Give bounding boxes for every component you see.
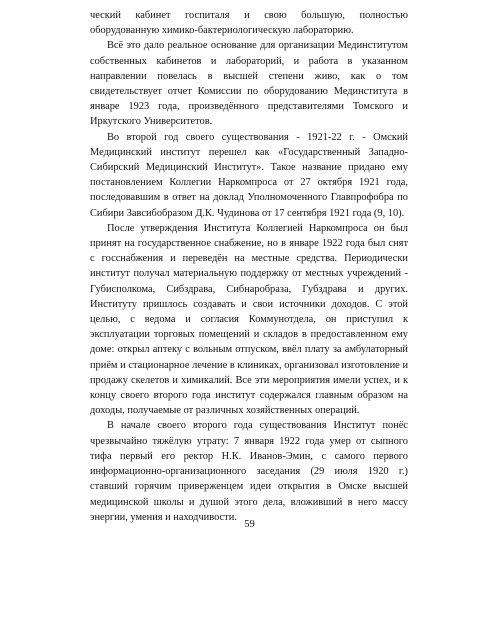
paragraph-second-year: Во второй год своего существования - 1921-22 г. - Омский Медицинский институт перешел как «Государственный Западно-Сибирский Медицинский Институт». Такое название придано ему постановлением Коллегии Наркомпроса от 27 октября 1921 года, последовавшим в ответ на доклад Уполномоченного Главпрофобра по Сибири Завсибобразом Д.К. Чудинова от 17 сентября 1921 года (9, 10). [90, 131, 408, 219]
page-number: 59 [244, 519, 255, 530]
paragraph-funding: После утверждения Института Коллегией Наркомпроса он был принят на государственное снабжение, но в январе 1922 года был снят с госснабжения и переведён на местные средства. Периодически институт получал материальную поддержку от местных учреждений - Губисполкома, Сибздрава, Сибнаробраза, Губздрава и других. Институту пришлось создавать и свои источники доходов. С этой целью, с ведома и согласия Коммунотдела, он приступил к эксплуатации торговых помещений и складов в предоставленном ему доме: открыл аптеку с вольным отпуском, ввёл плату за амбулаторный приём и стационарное лечение в клиниках, организовал изготовление и продажу скелетов и химикалий. Все эти мероприятия имели успех, и к концу своего второго года институт содержался главным образом на доходы, получаемые от различных хозяйственных операций. [90, 222, 408, 417]
body-text [90, 8, 408, 525]
paragraph-rector-loss: В начале своего второго года существования Институт понёс чрезвычайно тяжёлую утрату: 7 января 1922 года умер от сыпного тифа первый его ректор Н.К. Иванов-Эмин, с самого первого информационно-организационного заседания (29 июля 1920 г.) ставший горячим приверженцем идеи открытия в Омске высшей медицинской школы и душой этого дела, вложивший в него массу энергии, умения и находчивости. [90, 420, 408, 523]
paragraph-laboratories: Всё это дало реальное основание для организации Мединститутом собственных кабинетов и лабораторий, и работа в указанном направлении повелась в высшей степени живо, как о том свидетельствует отчет Комиссии по оборудованию Мединститута в январе 1923 года, произведённого представителями Томского и Иркутского Университетов. [90, 40, 408, 128]
paragraph-continuation: ческий кабинет госпиталя и свою большую, полностью оборудованную химико-бактериологическую лабораторию. [90, 10, 408, 37]
